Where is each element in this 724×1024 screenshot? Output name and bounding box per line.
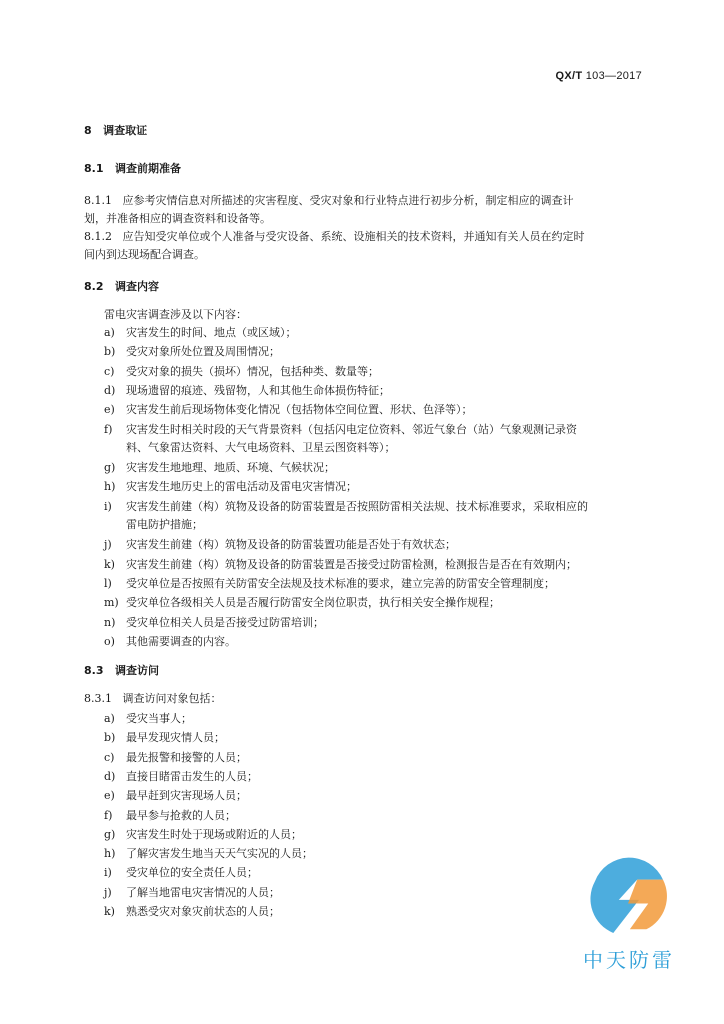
list-item-text: 了解当地雷电灾害情况的人员； (126, 885, 280, 899)
list-item (104, 343, 644, 361)
section-8-1-heading: 8.1 调查前期准备 (84, 162, 181, 175)
list-item-text: 受灾对象所处位置及周围情况； (126, 345, 280, 359)
list-marker: f) (104, 422, 113, 436)
list-marker: k) (104, 557, 115, 571)
list-item (104, 536, 644, 554)
list-marker: e) (104, 789, 115, 803)
list-item-text: 灾害发生地地理、地质、环境、气候状况； (126, 461, 335, 475)
list-item-text: 最早参与抢救的人员； (126, 808, 236, 822)
list-item (104, 324, 644, 342)
list-marker: i) (104, 866, 112, 880)
list-item-text: 受灾当事人； (126, 712, 192, 725)
list-item-text: 灾害发生前建（构）筑物及设备的防雷装置是否接受过防雷检测，检测报告是否在有效期内； (126, 557, 577, 571)
list-marker: n) (104, 615, 116, 629)
list-item-text: 熟悉受灾对象灾前状态的人员； (126, 905, 280, 918)
list-item (104, 768, 644, 786)
list-item-text: 受灾单位相关人员是否接受过防雷培训； (126, 615, 324, 629)
list-item (104, 729, 644, 747)
list-item-text: 灾害发生地历史上的雷电活动及雷电灾害情况； (126, 480, 357, 494)
list-item (104, 787, 644, 805)
list-item-text: 最早发现灾情人员； (126, 731, 225, 745)
list-marker: d) (104, 383, 116, 397)
list-item-text: 其他需要调查的内容。 (126, 634, 236, 648)
list-item (104, 864, 644, 882)
list-item (104, 749, 644, 767)
list-marker: h) (104, 480, 116, 494)
clause-8-1-1: 8.1.1 应参考灾情信息对所描述的灾害程度、受灾对象和行业特点进行初步分析，制定相应的调查计 划，并准备相应的调查资料和设备等。 (84, 194, 574, 225)
list-item-text: 受灾单位的安全责任人员； (126, 866, 258, 880)
list-item-text: 最先报警和接警的人员； (126, 750, 247, 764)
list-marker: k) (104, 905, 115, 918)
list-item-text: 受灾单位各级相关人员是否履行防雷安全岗位职责，执行相关安全操作规程； (126, 596, 500, 610)
list-item (104, 478, 644, 496)
list-item-text: 灾害发生前后现场物体变化情况（包括物体空间位置、形状、色泽等）； (126, 403, 473, 417)
list-item-text: 了解灾害发生地当天天气实况的人员； (126, 847, 313, 861)
list-item (104, 710, 644, 728)
list-item-text: 灾害发生时相关时段的天气背景资料（包括闪电定位资料、邻近气象台（站）气象观测记录资 (126, 422, 577, 436)
watermark-text: 中天防雷 (583, 948, 675, 972)
list-marker: m) (104, 596, 119, 610)
list-marker: g) (104, 461, 116, 475)
list-marker: d) (104, 769, 116, 783)
list-item-text: 最早赶到灾害现场人员； (126, 789, 247, 803)
list-item-text: 灾害发生前建（构）筑物及设备的防雷装置是否按照防雷相关法规、技术标准要求，采取相应的 (126, 499, 588, 513)
list-marker: h) (104, 847, 116, 861)
list-item (104, 459, 644, 477)
list-item (104, 382, 644, 400)
list-item (104, 614, 644, 632)
list-item (104, 575, 644, 593)
list-marker: i) (104, 499, 112, 513)
list-item (104, 421, 644, 457)
list-item-text: 灾害发生前建（构）筑物及设备的防雷装置功能是否处于有效状态； (126, 538, 456, 552)
list-item (104, 884, 644, 902)
standard-code: QX/T 103—2017 (555, 70, 642, 82)
company-logo-icon (582, 852, 674, 944)
list-item-text: 现场遗留的痕迹、残留物，人和其他生命体损伤特征； (126, 383, 390, 397)
section-8-2-heading: 8.2 调查内容 (84, 280, 159, 293)
list-item-text-cont: 雷电防护措施； (126, 517, 203, 531)
list-marker: f) (104, 808, 113, 822)
list-marker: b) (104, 731, 116, 745)
list-item (104, 807, 644, 825)
list-item (104, 633, 644, 651)
clause-8-3-1: 8.3.1 调查访问对象包括： (84, 692, 222, 705)
list-item (104, 363, 644, 381)
list-marker: j) (104, 885, 112, 899)
list-marker: j) (104, 538, 112, 552)
list-marker: l) (104, 576, 112, 590)
list-item-text: 灾害发生的时间、地点（或区域）； (126, 326, 297, 339)
list-item (104, 845, 644, 863)
list-item (104, 401, 644, 419)
list-marker: g) (104, 827, 116, 841)
list-marker: e) (104, 403, 115, 417)
list-marker: o) (104, 634, 115, 648)
section-8-heading: 8 调查取证 (84, 124, 148, 137)
list-item (104, 498, 644, 534)
list-item (104, 556, 644, 574)
list-marker: c) (104, 750, 115, 764)
list-item-text: 灾害发生时处于现场或附近的人员； (126, 827, 302, 841)
list-item-text: 受灾单位是否按照有关防雷安全法规及技术标准的要求，建立完善的防雷安全管理制度； (126, 576, 555, 590)
list-marker: a) (104, 326, 115, 339)
list-item (104, 826, 644, 844)
list-marker: a) (104, 712, 115, 725)
list-item-text-cont: 料、气象雷达资料、大气电场资料、卫星云图资料等）； (126, 440, 396, 454)
list-marker: b) (104, 345, 116, 359)
list-item-text: 受灾对象的损失（损坏）情况，包括种类、数量等； (126, 364, 379, 378)
list-marker: c) (104, 364, 115, 378)
list-item (104, 594, 644, 612)
section-8-2-intro: 雷电灾害调查涉及以下内容： (104, 308, 247, 321)
clause-8-1-2: 8.1.2 应告知受灾单位或个人准备与受灾设备、系统、设施相关的技术资料，并通知有关人员在约定时 间内到达现场配合调查。 (84, 230, 585, 261)
list-item-text: 直接目睹雷击发生的人员； (126, 769, 258, 783)
list-item (104, 903, 644, 921)
section-8-3-heading: 8.3 调查访问 (84, 664, 159, 677)
